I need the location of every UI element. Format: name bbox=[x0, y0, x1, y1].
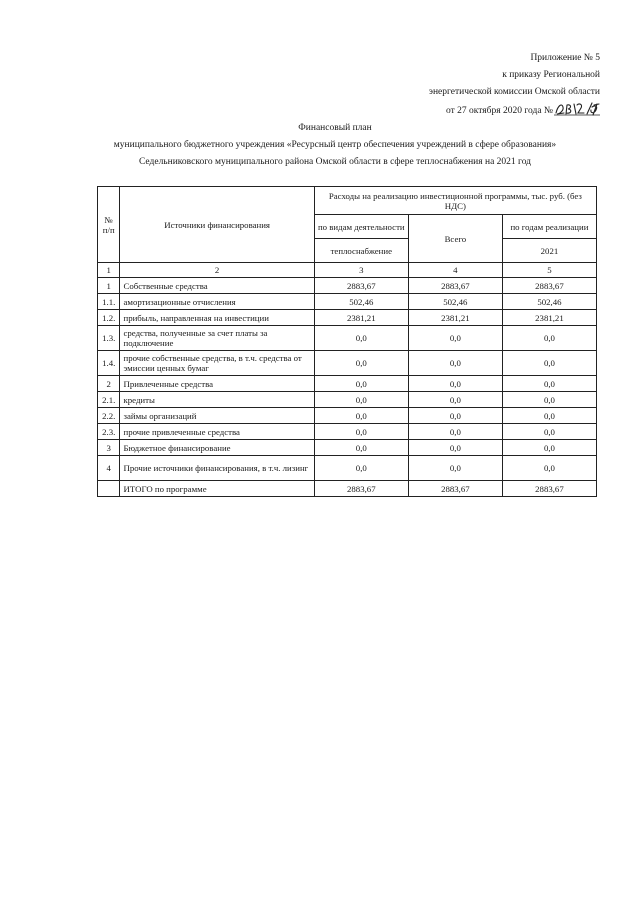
table-body bbox=[98, 278, 597, 497]
row-value-total: 2381,21 bbox=[408, 310, 502, 326]
row-value-by-activity: 2381,21 bbox=[314, 310, 408, 326]
appendix-block bbox=[429, 50, 600, 120]
document-title bbox=[60, 120, 610, 171]
table-row bbox=[98, 481, 597, 497]
row-value-by-activity: 2883,67 bbox=[314, 481, 408, 497]
row-value-2021: 0,0 bbox=[502, 351, 596, 376]
header-total: Всего bbox=[408, 215, 502, 263]
appendix-date-text: от 27 октября 2020 года № bbox=[446, 106, 553, 116]
table-row bbox=[98, 351, 597, 376]
row-value-total: 0,0 bbox=[408, 326, 502, 351]
row-value-2021: 0,0 bbox=[502, 424, 596, 440]
row-number: 2.1. bbox=[98, 392, 120, 408]
column-index-row bbox=[98, 263, 597, 278]
row-value-2021: 2381,21 bbox=[502, 310, 596, 326]
row-value-by-activity: 0,0 bbox=[314, 351, 408, 376]
row-number: 2.2. bbox=[98, 408, 120, 424]
header-no: № п/п bbox=[98, 187, 120, 263]
row-value-by-activity: 502,46 bbox=[314, 294, 408, 310]
row-value-by-activity: 0,0 bbox=[314, 408, 408, 424]
row-source-name: прибыль, направленная на инвестиции bbox=[120, 310, 314, 326]
row-value-2021: 0,0 bbox=[502, 440, 596, 456]
financial-plan-table bbox=[97, 186, 597, 497]
row-value-by-activity: 0,0 bbox=[314, 456, 408, 481]
row-value-2021: 502,46 bbox=[502, 294, 596, 310]
row-number: 1.2. bbox=[98, 310, 120, 326]
row-value-by-activity: 2883,67 bbox=[314, 278, 408, 294]
row-source-name: Собственные средства bbox=[120, 278, 314, 294]
row-value-2021: 0,0 bbox=[502, 392, 596, 408]
row-number: 1.4. bbox=[98, 351, 120, 376]
table-row bbox=[98, 408, 597, 424]
row-source-name: ИТОГО по программе bbox=[120, 481, 314, 497]
header-year: 2021 bbox=[502, 239, 596, 263]
appendix-line-2: к приказу Региональной bbox=[502, 70, 600, 80]
appendix-line-1: Приложение № 5 bbox=[530, 53, 600, 63]
column-index: 4 bbox=[408, 263, 502, 278]
table-row bbox=[98, 376, 597, 392]
appendix-line-4 bbox=[429, 101, 600, 120]
row-value-2021: 2883,67 bbox=[502, 278, 596, 294]
row-source-name: прочие привлеченные средства bbox=[120, 424, 314, 440]
table-row bbox=[98, 392, 597, 408]
handwritten-order-number bbox=[554, 101, 600, 116]
row-value-total: 0,0 bbox=[408, 424, 502, 440]
table-row bbox=[98, 424, 597, 440]
row-value-by-activity: 0,0 bbox=[314, 392, 408, 408]
row-value-total: 0,0 bbox=[408, 376, 502, 392]
row-number bbox=[98, 481, 120, 497]
row-source-name: прочие собственные средства, в т.ч. средства от эмиссии ценных бумаг bbox=[120, 351, 314, 376]
row-value-total: 0,0 bbox=[408, 408, 502, 424]
row-value-total: 0,0 bbox=[408, 392, 502, 408]
row-value-total: 502,46 bbox=[408, 294, 502, 310]
row-source-name: займы организаций bbox=[120, 408, 314, 424]
row-value-2021: 0,0 bbox=[502, 408, 596, 424]
row-value-total: 2883,67 bbox=[408, 278, 502, 294]
row-number: 1.1. bbox=[98, 294, 120, 310]
row-source-name: Привлеченные средства bbox=[120, 376, 314, 392]
row-value-2021: 0,0 bbox=[502, 326, 596, 351]
row-source-name: амортизационные отчисления bbox=[120, 294, 314, 310]
table-row bbox=[98, 278, 597, 294]
table-row bbox=[98, 326, 597, 351]
row-number: 2 bbox=[98, 376, 120, 392]
title-line-2: муниципального бюджетного учреждения «Ресурсный центр обеспечения учреждений в сфере образования» bbox=[113, 140, 557, 150]
row-number: 3 bbox=[98, 440, 120, 456]
row-source-name: средства, полученные за счет платы за подключение bbox=[120, 326, 314, 351]
header-heat-supply: теплоснабжение bbox=[314, 239, 408, 263]
row-value-by-activity: 0,0 bbox=[314, 424, 408, 440]
header-by-years: по годам реализации bbox=[502, 215, 596, 239]
row-value-total: 0,0 bbox=[408, 440, 502, 456]
column-index: 1 bbox=[98, 263, 120, 278]
row-number: 1 bbox=[98, 278, 120, 294]
column-index: 3 bbox=[314, 263, 408, 278]
row-source-name: кредиты bbox=[120, 392, 314, 408]
row-value-2021: 2883,67 bbox=[502, 481, 596, 497]
header-expenses: Расходы на реализацию инвестиционной программы, тыс. руб. (без НДС) bbox=[314, 187, 596, 215]
table-row bbox=[98, 456, 597, 481]
row-number: 4 bbox=[98, 456, 120, 481]
column-index: 2 bbox=[120, 263, 314, 278]
row-value-total: 0,0 bbox=[408, 351, 502, 376]
title-line-3: Седельниковского муниципального района Омской области в сфере теплоснабжения на 2021 год bbox=[138, 157, 532, 167]
row-value-total: 0,0 bbox=[408, 456, 502, 481]
header-by-activity: по видам деятельности bbox=[314, 215, 408, 239]
title-line-1: Финансовый план bbox=[298, 123, 372, 133]
row-value-by-activity: 0,0 bbox=[314, 376, 408, 392]
table-row bbox=[98, 294, 597, 310]
row-value-2021: 0,0 bbox=[502, 376, 596, 392]
row-value-2021: 0,0 bbox=[502, 456, 596, 481]
row-source-name: Бюджетное финансирование bbox=[120, 440, 314, 456]
row-value-by-activity: 0,0 bbox=[314, 326, 408, 351]
header-source: Источники финансирования bbox=[120, 187, 314, 263]
row-source-name: Прочие источники финансирования, в т.ч. лизинг bbox=[120, 456, 314, 481]
appendix-line-3: энергетической комиссии Омской области bbox=[428, 87, 600, 97]
table-row bbox=[98, 310, 597, 326]
table-row bbox=[98, 440, 597, 456]
column-index: 5 bbox=[502, 263, 596, 278]
row-value-total: 2883,67 bbox=[408, 481, 502, 497]
row-number: 2.3. bbox=[98, 424, 120, 440]
row-value-by-activity: 0,0 bbox=[314, 440, 408, 456]
row-number: 1.3. bbox=[98, 326, 120, 351]
